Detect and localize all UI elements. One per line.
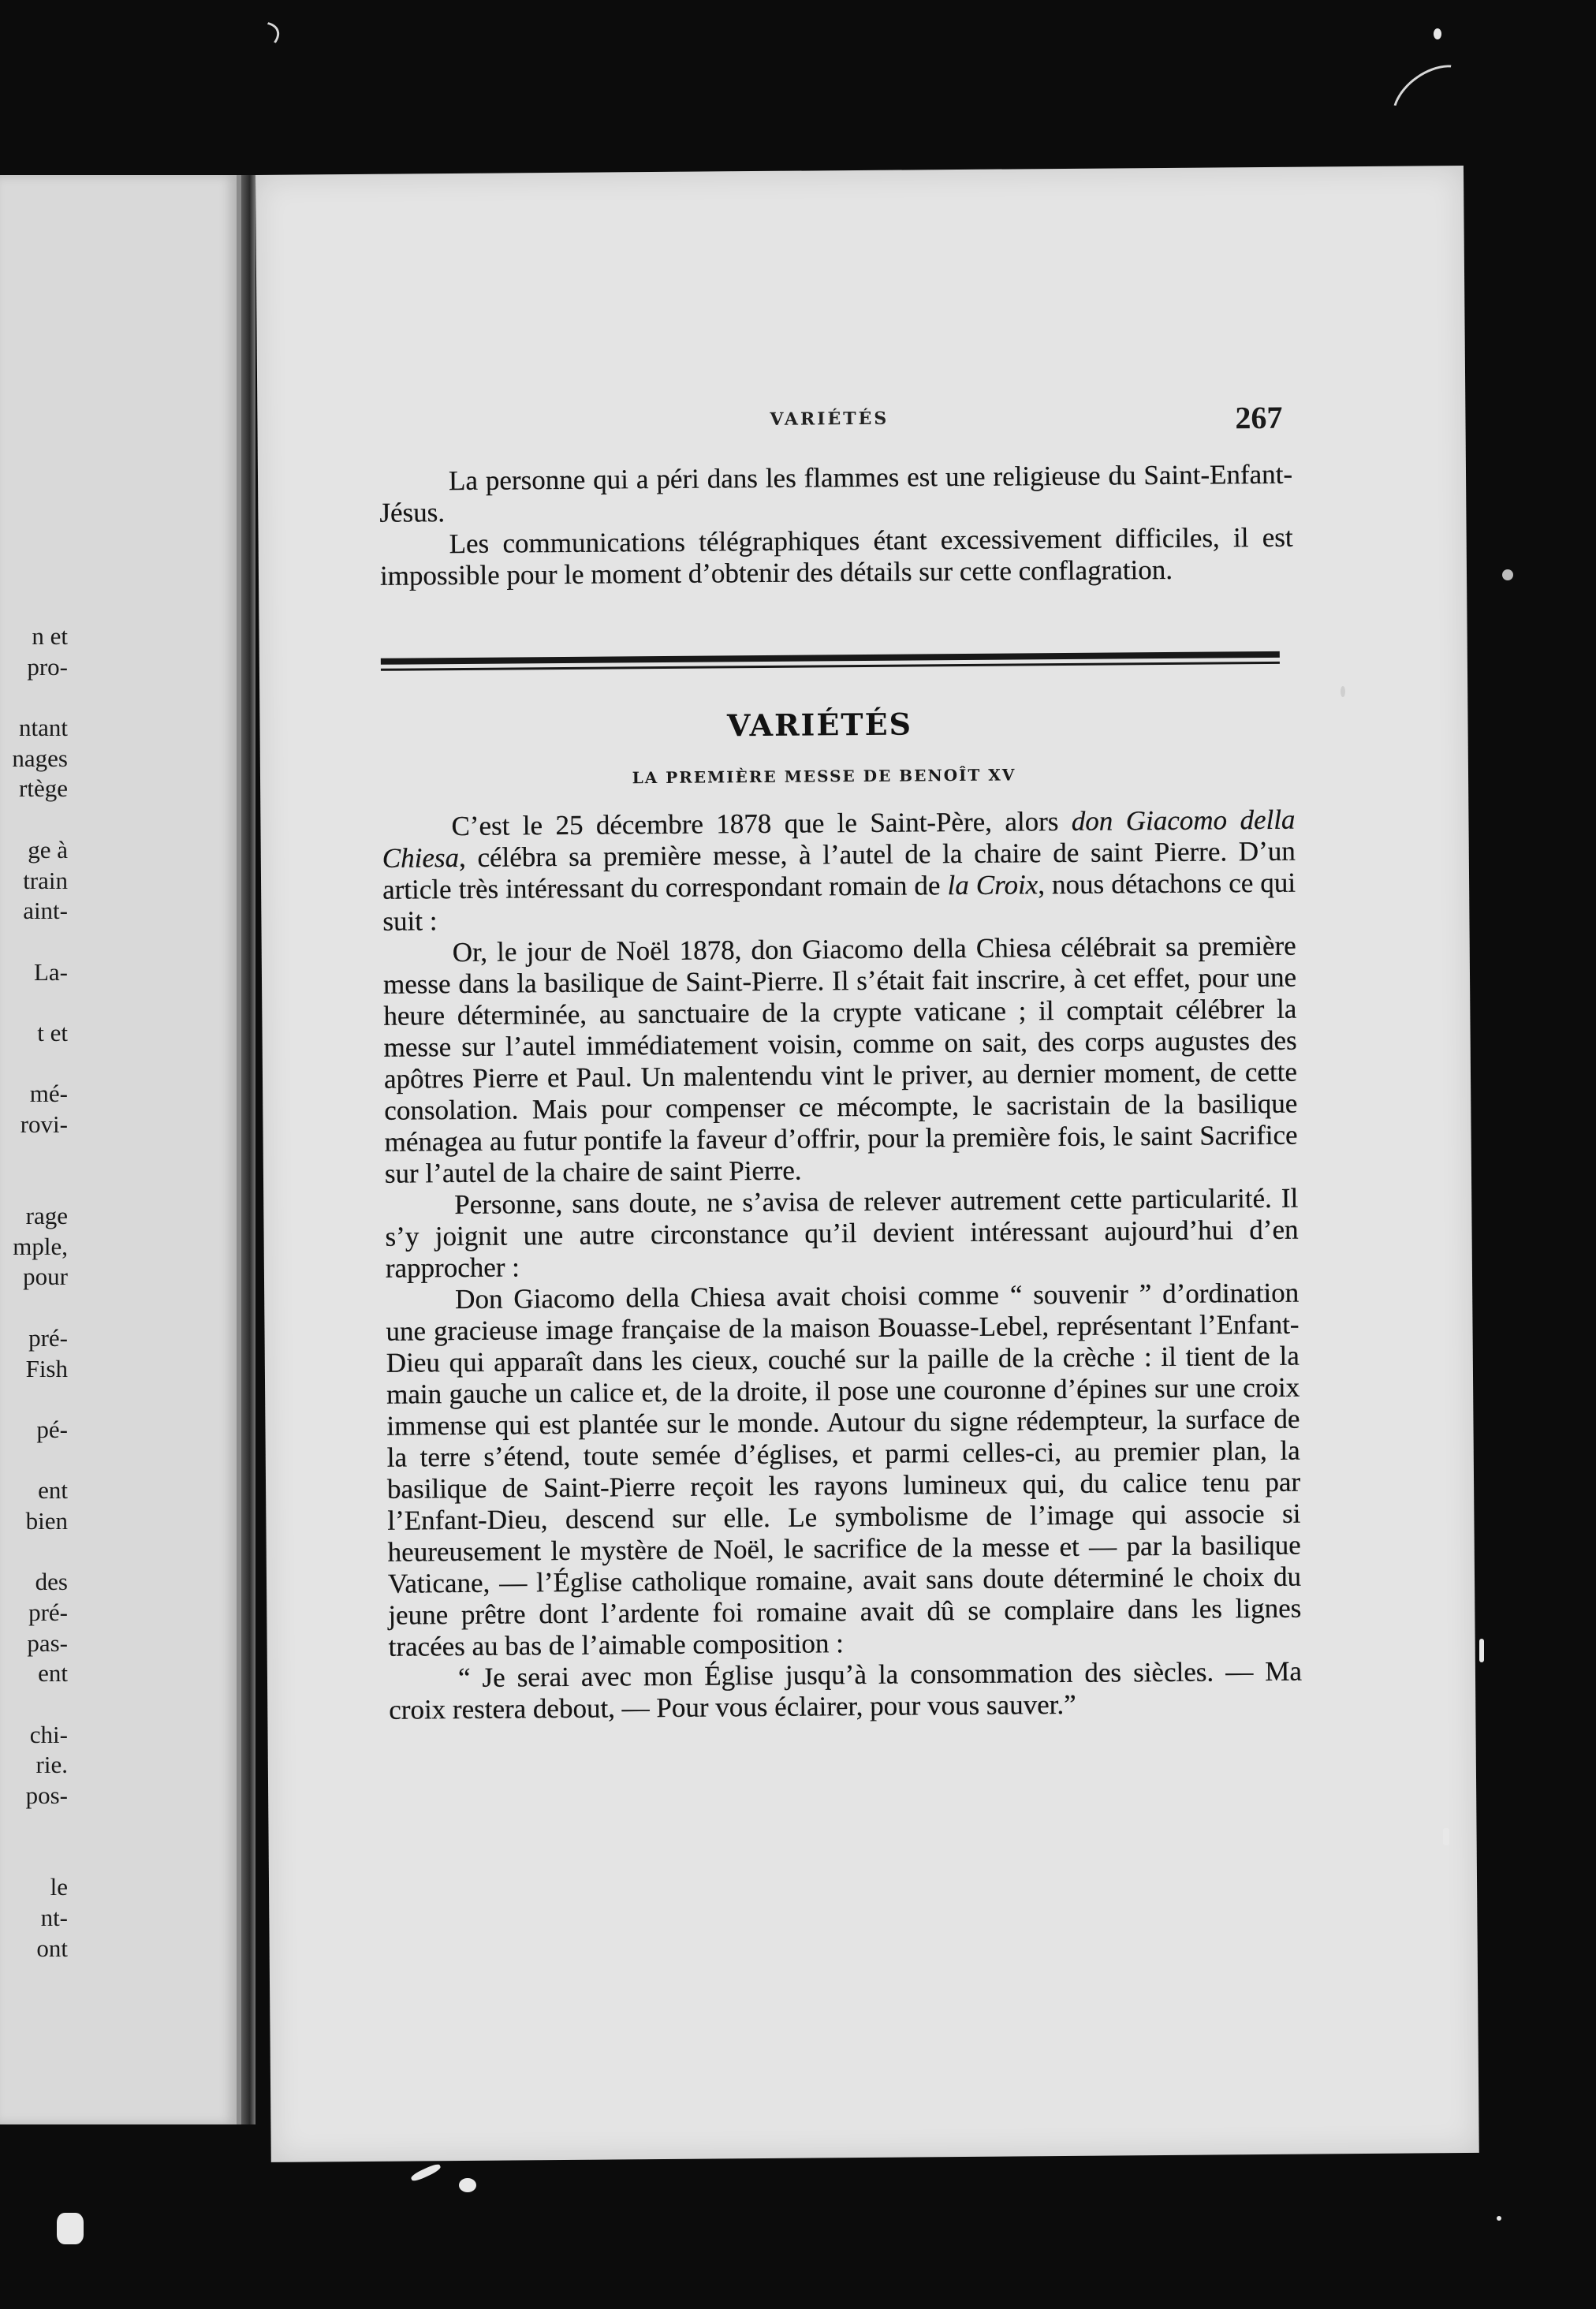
film-scratch xyxy=(209,13,285,71)
p4-quote: “ souvenir ” xyxy=(1009,1278,1152,1311)
left-page-fragment: pré- xyxy=(28,1323,68,1352)
left-page-fragment: ent xyxy=(38,1476,68,1505)
left-page-fragment: pos- xyxy=(25,1781,68,1810)
left-page-fragment: aint- xyxy=(23,897,68,925)
left-page-fragment: mple, xyxy=(13,1232,68,1260)
film-speck xyxy=(1434,28,1441,39)
left-page-fragment: le xyxy=(50,1873,68,1901)
page-number: 267 xyxy=(1235,399,1283,436)
left-page-fragment xyxy=(0,1811,68,1842)
left-page-fragment: ge à xyxy=(28,835,68,864)
running-head xyxy=(257,399,1306,438)
p4-text-b: d’ordination une gracieuse image française de la maison Bouasse-Lebel, représentant l’Enfant-Dieu qui apparaît dans les cieux, couché sur la paille de la crèche : il tient de la main gauche un calice et, de la droite, il pose une couronne d’épines sur une croix immense qui est plantée sur le monde. Autour du signe rédempteur, la surface de la terre s’étend, toute semée d’églises, et parmi celles-ci, au premier plan, la basilique de Saint-Pierre reçoit les rayons lumineux qui, du calice tenu par l’Enfant-Dieu, descend sur elle. Le symbolisme de l’image qui associe si heureusement le mystère de Noël, le sacrifice de la messe et — par la basilique Vaticane, — l’Église catholique romaine, avait sans doute déterminé le choix du jeune prêtre dont l’ardente foi romaine avait dû se complaire dans les lignes tracées au bas de l’aimable composition : xyxy=(386,1277,1302,1662)
left-page-fragment: Fish xyxy=(25,1354,68,1382)
left-page-fragment xyxy=(0,927,68,957)
p1-text-b: , célébra sa première messe, à l’autel de la chaire de saint Pierre. D’un article très intéressant du correspondant romain de xyxy=(382,835,1296,905)
article-paragraph-1 xyxy=(382,804,1296,938)
left-page-fragment xyxy=(0,1445,68,1476)
running-title: VARIÉTÉS xyxy=(770,408,889,430)
left-page-fragment: pé- xyxy=(36,1415,68,1443)
section-divider xyxy=(381,651,1280,671)
left-page-fragment: des xyxy=(35,1568,68,1596)
left-page-fragment: rage xyxy=(25,1202,68,1230)
left-page-fragment xyxy=(0,1293,68,1323)
film-speck xyxy=(1479,1639,1484,1662)
intro-paragraph-2: Les communications télégraphiques étant excessivement difficiles, il est impossible pour le moment d’obtenir des détails sur cette conflagration. xyxy=(379,521,1293,591)
left-page-fragment xyxy=(0,1689,68,1720)
left-page-fragment xyxy=(0,1842,68,1873)
article-paragraph-4 xyxy=(386,1278,1302,1663)
left-page-fragment: ent xyxy=(38,1659,68,1688)
left-page-fragment: n et xyxy=(32,622,68,650)
left-page-fragment xyxy=(0,1140,68,1171)
p1-italic-journal: la Croix xyxy=(947,869,1039,901)
page-gutter xyxy=(241,175,255,2124)
film-speck xyxy=(1341,686,1345,697)
intro-paragraph-1: La personne qui a péri dans les flammes est une religieuse du Saint-Enfant-Jésus. xyxy=(379,458,1293,528)
left-page-fragment xyxy=(0,682,68,713)
left-page-fragment: La- xyxy=(33,957,68,986)
left-page-fragment xyxy=(0,1170,68,1201)
left-page-fragment: train xyxy=(23,866,68,894)
film-speck xyxy=(1443,1828,1449,1845)
right-page xyxy=(255,166,1479,2162)
left-page-fragment: rie. xyxy=(35,1751,68,1779)
film-speck xyxy=(57,2213,84,2244)
article-paragraph-3: Personne, sans doute, ne s’avisa de relever autrement cette particularité. Il s’y joignit une autre circonstance qu’il devient intéressant aujourd’hui d’en rapprocher : xyxy=(385,1182,1299,1284)
p1-text-a: C’est le 25 décembre 1878 que le Saint-Père, alors xyxy=(451,805,1072,842)
left-page-fragment: pro- xyxy=(27,652,68,681)
left-page xyxy=(0,175,241,2124)
left-page-fragment: bien xyxy=(25,1506,68,1535)
p4-text-a: Don Giacomo della Chiesa avait choisi comme xyxy=(455,1279,1011,1315)
left-page-fragment xyxy=(0,1537,68,1568)
left-page-fragment: chi- xyxy=(29,1720,68,1748)
left-page-fragment xyxy=(0,1384,68,1415)
p1-italic-name: don Giacomo della Chiesa xyxy=(382,804,1296,874)
left-page-fragment xyxy=(0,987,68,1018)
left-page-fragment: mé- xyxy=(29,1080,68,1108)
left-page-fragment: ont xyxy=(36,1934,68,1962)
intro-text xyxy=(379,459,1293,592)
article-paragraph-5: “ Je serai avec mon Église jusqu’à la consommation des siècles. — Ma croix restera debout, — Pour vous éclairer, pour vous sauver.” xyxy=(389,1655,1303,1725)
left-page-fragments xyxy=(0,621,68,1964)
p1-text-c: , nous détachons ce qui suit : xyxy=(382,867,1296,937)
left-page-fragment xyxy=(0,1049,68,1080)
left-page-fragment: rtège xyxy=(19,774,68,803)
section-title: VARIÉTÉS xyxy=(726,706,913,744)
left-page-fragment: pas- xyxy=(27,1628,68,1657)
left-page-fragment: t et xyxy=(37,1018,68,1046)
film-speck xyxy=(1497,2216,1501,2221)
left-page-fragment: pré- xyxy=(28,1598,68,1626)
film-scratch xyxy=(1379,50,1489,152)
left-page-fragment xyxy=(0,804,68,835)
left-page-fragment: nt- xyxy=(40,1903,68,1931)
left-page-fragment: nages xyxy=(12,744,68,772)
article-paragraph-2: Or, le jour de Noël 1878, don Giacomo della Chiesa célébrait sa première messe dans la basilique de Saint-Pierre. Il s’était fait inscrire, à cet effet, pour une heure déterminée, au sanctuaire de la crypte vaticane ; il comptait célébrer la messe sur l’autel immédiatement voisin, comme on sait, des corps augustes des apôtres Pierre et Paul. Un malentendu vint le priver, au dernier moment, de cette consolation. Mais pour compenser ce mécompte, le sacristain de la basilique ménagea au futur pontife la faveur d’offrir, pour la première fois, le saint Sacrifice sur l’autel de la chaire de saint Pierre. xyxy=(382,930,1298,1189)
article-body xyxy=(382,804,1302,1726)
film-speck xyxy=(1502,569,1513,580)
left-page-fragment: ntant xyxy=(19,714,68,742)
left-page-fragment: pour xyxy=(23,1263,68,1291)
left-page-fragment: rovi- xyxy=(20,1110,68,1138)
film-speck xyxy=(459,2178,476,2192)
film-speck xyxy=(410,2162,442,2183)
article-subtitle: LA PREMIÈRE MESSE DE BENOÎT XV xyxy=(632,765,1016,788)
